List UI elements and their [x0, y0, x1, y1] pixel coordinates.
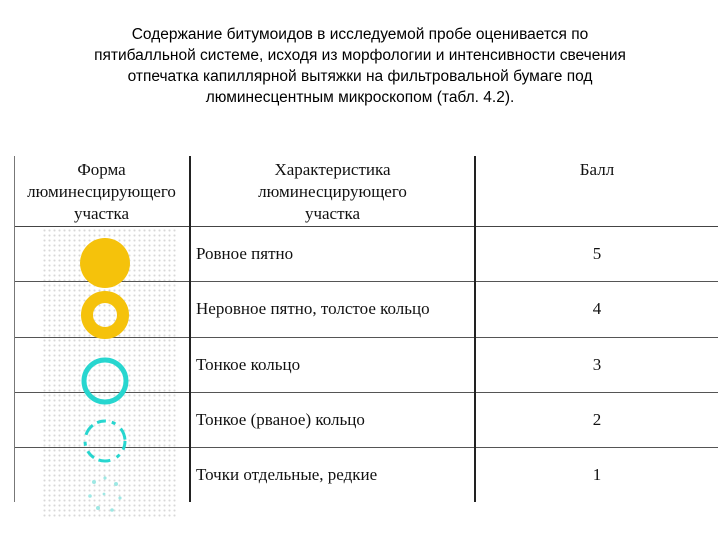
header-char-line-2: люминесцирующего	[258, 182, 407, 201]
intro-paragraph	[40, 24, 680, 108]
description-cell: Ровное пятно	[190, 227, 475, 282]
thin-cyan-ring-icon	[74, 350, 136, 412]
solid-yellow-spot-icon	[74, 232, 136, 294]
header-form	[14, 156, 190, 227]
intro-line-4: люминесцентным микроскопом (табл. 4.2).	[205, 89, 515, 106]
score-cell: 4	[475, 282, 718, 337]
header-characteristic	[190, 156, 475, 227]
header-char-line-3: участка	[304, 204, 361, 223]
broken-cyan-ring-icon	[74, 410, 136, 472]
description-cell: Точки отдельные, редкие	[190, 447, 475, 502]
table-left-border	[14, 156, 15, 502]
header-char-line-1: Характеристика	[274, 160, 391, 179]
header-score: Балл	[475, 156, 718, 227]
intro-line-2: пятибалльной системе, исходя из морфологии и интенсивности свечения	[94, 47, 626, 64]
intro-line-3: отпечатка капиллярной вытяжки на фильтровальной бумаге под	[127, 68, 593, 85]
thick-yellow-ring-icon	[74, 288, 136, 350]
description-cell: Неровное пятно, толстое кольцо	[190, 282, 475, 337]
header-form-line-3: участка	[73, 204, 130, 223]
score-cell: 2	[475, 392, 718, 447]
score-cell: 3	[475, 337, 718, 392]
header-form-line-1: Форма	[77, 160, 126, 179]
description-cell: Тонкое (рваное) кольцо	[190, 392, 475, 447]
intro-line-1: Содержание битумоидов в исследуемой пробе оценивается по	[131, 26, 589, 43]
score-cell: 1	[592, 464, 602, 484]
sparse-dots-icon	[74, 470, 136, 520]
description-cell: Тонкое кольцо	[190, 337, 475, 392]
header-form-line-2: люминесцирующего	[27, 182, 176, 201]
score-cell: 5	[475, 227, 718, 282]
table-header-row	[14, 156, 718, 227]
